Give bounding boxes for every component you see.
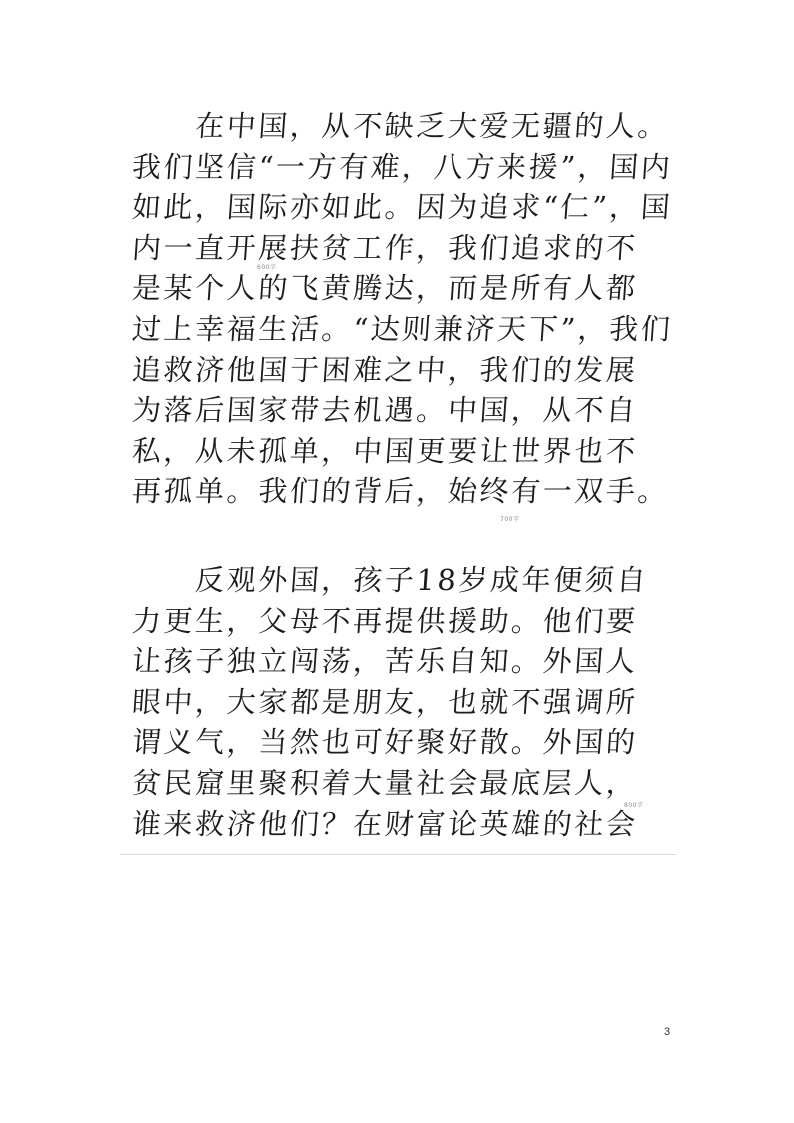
essay-line: 我们坚信“一方有难，八方来援”，国内 (130, 149, 674, 184)
essay-line: 在中国，从不缺乏大爱无疆的人。 (130, 109, 671, 143)
word-count-mark: 600字 (257, 264, 277, 271)
essay-line: 贫民窟里聚积着大量社会最底层人， (130, 765, 639, 800)
scanned-essay-page (120, 84, 676, 856)
word-count-mark: 700字 (500, 516, 520, 523)
essay-paragraph-1 (132, 106, 672, 512)
essay-line: 眼中，大家都是朋友，也就不强调所 (130, 684, 639, 719)
essay-line: 谓义气，当然也可好聚好散。外国的 (130, 725, 639, 760)
word-count-mark: 800字 (624, 802, 644, 809)
essay-line: 谁来救济他们？在财富论英雄的社会 (130, 806, 639, 841)
essay-line: 内一直开展扶贫工作，我们追求的不 (130, 230, 639, 265)
scan-bottom-edge (120, 854, 676, 855)
essay-line: 再孤单。我们的背后，始终有一双手。 (130, 474, 671, 509)
essay-line: 是某个人的飞黄腾达，而是所有人都 (130, 271, 639, 306)
essay-line: 力更生，父母不再提供援助。他们要 (130, 603, 639, 638)
essay-paragraph-2 (132, 560, 672, 844)
essay-line: 追救济他国于困难之中，我们的发展 (130, 352, 639, 387)
essay-line: 为落后国家带去机遇。中国，从不自 (130, 393, 639, 428)
essay-line: 过上幸福生活。“达则兼济天下”，我们 (130, 311, 674, 346)
essay-line: 私，从未孤单，中国更要让世界也不 (130, 433, 639, 468)
essay-line: 如此，国际亦如此。因为追求“仁”，国 (130, 190, 674, 225)
page-number: 3 (664, 1026, 671, 1038)
essay-line: 反观外国，孩子18岁成年便须自 (130, 563, 650, 597)
essay-line: 让孩子独立闯荡，苦乐自知。外国人 (130, 644, 639, 679)
